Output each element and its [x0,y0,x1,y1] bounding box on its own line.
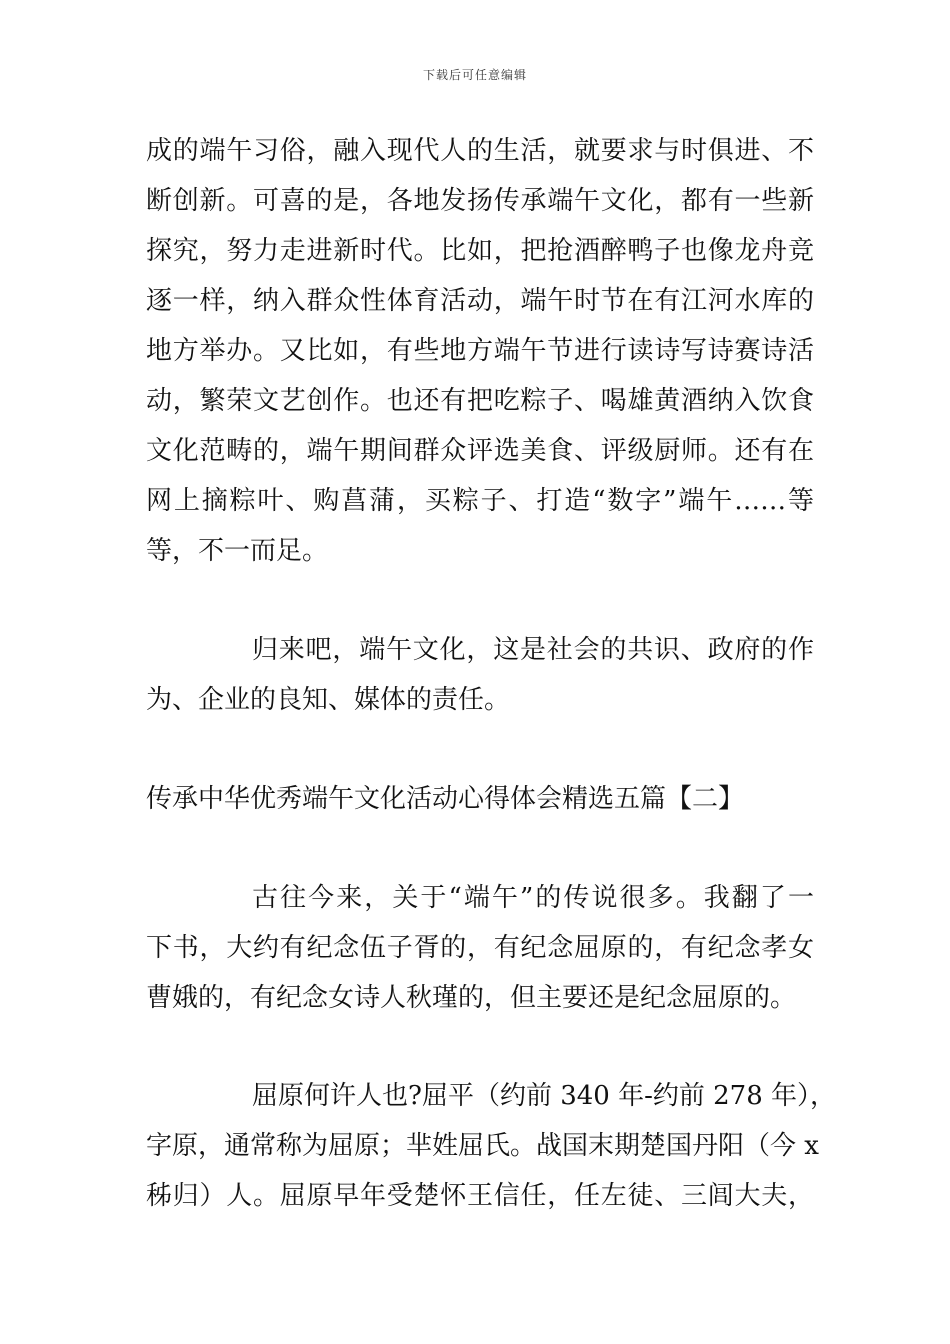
paragraph-1-line-2: 断创新。可喜的是，各地发扬传承端午文化，都有一些新 [146,186,814,216]
header-note: 下载后可任意编辑 [422,68,527,82]
paragraph-1-line-6: 动，繁荣文艺创作。也还有把吃粽子、喝雄黄酒纳入饮食 [146,386,814,416]
paragraph-3-line-3: 曹娥的，有纪念女诗人秋瑾的，但主要还是纪念屈原的。 [146,983,797,1013]
paragraph-1-line-3: 探究，努力走进新时代。比如，把抢酒醉鸭子也像龙舟竞 [146,236,814,266]
paragraph-2-line-2: 为、企业的良知、媒体的责任。 [146,685,511,715]
paragraph-4-line-3: 秭归）人。屈原早年受楚怀王信任，任左徒、三闾大夫， [146,1181,814,1211]
paragraph-1-line-7: 文化范畴的，端午期间群众评选美食、评级厨师。还有在 [146,436,814,466]
paragraph-1-line-4: 逐一样，纳入群众性体育活动，端午时节在有江河水库的 [146,286,814,316]
paragraph-1-line-9: 等，不一而足。 [146,536,329,566]
paragraph-4-line-1: 屈原何许人也?屈平（约前 340 年-约前 278 年）， [252,1081,837,1111]
paragraph-1-line-1: 成的端午习俗，融入现代人的生活，就要求与时俱进、不 [146,136,814,166]
paragraph-2-line-1: 归来吧，端午文化，这是社会的共识、政府的作 [252,635,814,665]
section-heading: 传承中华优秀端午文化活动心得体会精选五篇【二】 [146,784,745,814]
paragraph-1-line-5: 地方举办。又比如，有些地方端午节进行读诗写诗赛诗活 [146,336,814,366]
paragraph-1-line-8: 网上摘粽叶、购菖蒲，买粽子、打造“数字”端午……等 [146,486,814,516]
paragraph-3-line-1: 古往今来，关于“端午”的传说很多。我翻了一 [252,883,814,913]
paragraph-4-line-2: 字原，通常称为屈原；芈姓屈氏。战国末期楚国丹阳（今 x [146,1131,819,1161]
paragraph-3-line-2: 下书，大约有纪念伍子胥的，有纪念屈原的，有纪念孝女 [146,933,814,963]
